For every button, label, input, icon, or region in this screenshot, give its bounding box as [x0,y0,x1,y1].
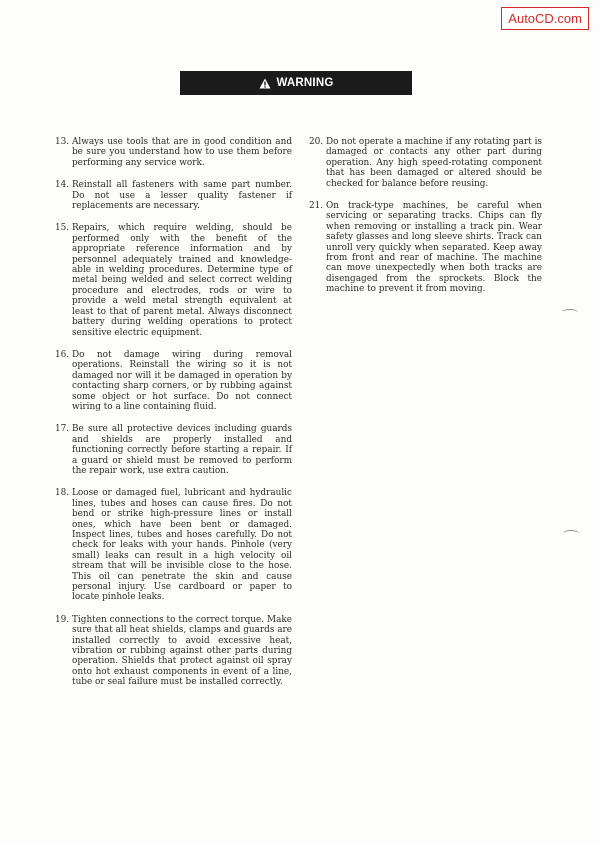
list-item [309,201,542,295]
item-text: Always use tools that are in good condition and be sure you understand how to use them before performing any service work. [72,137,292,168]
item-text: Reinstall all fasteners with same part number. Do not use a lesser quality fastener if replacements are necessary. [72,180,292,212]
warning-label: WARNING [276,77,334,89]
warning-banner [180,71,412,95]
item-number: 16. [55,349,70,360]
list-item [55,137,292,168]
item-text: Loose or damaged fuel, lubricant and hydraulic lines, tubes and hoses can cause fires. Do not bend or strike high-pressure lines or install ones, which have been bent or damaged. Inspect lines, tubes and hoses carefully. Do not check for leaks with your hands. Pinhole (very small) leaks can result in a high velocity oil stream that will be invisible close to the hose. This oil can penetrate the skin and cause personal injury. Use cardboard or paper to locate pinhole leaks. [72,488,292,603]
item-number: 21. [309,201,324,212]
list-item [55,350,292,412]
item-text: Do not damage wiring during removal operations. Reinstall the wiring so it is not damaged nor will it be damaged in operation by contacting sharp corners, or by rubbing against some object or hot surface. Do not connect wiring to a line containing fluid. [72,349,292,412]
item-number: 19. [55,614,70,625]
item-number: 14. [55,180,70,191]
list-item [309,137,542,189]
item-text: On track-type machines, be careful when servicing or separating tracks. Chips can fly when removing or installing a track pin. Wear safety glasses and long sleeve shirts. Track can unroll very quickly when separated. Keep away from front and rear of machine. The machine can move unexpectedly when both tracks are disengaged from the sprockets. Block the machine to prevent it from moving. [326,201,542,295]
right-column [309,137,542,305]
list-item [55,615,292,688]
warning-triangle-icon [259,78,271,89]
list-item [55,488,292,602]
watermark-logo: AutoCD.com [501,7,589,30]
item-number: 18. [55,488,70,499]
item-text: Tighten connections to the correct torque. Make sure that all heat shields, clamps and guards are installed correctly to avoid excessive heat, vibration or rubbing against other parts during operation. Shields that protect against oil spray onto hot exhaust components in event of a line, tube or seal failure must be installed correctly. [72,614,292,688]
list-item [55,223,292,337]
item-text: Do not operate a machine if any rotating part is damaged or contacts any other part during operation. Any high speed-rotating component that has been damaged or altered should be checked for balance before reusing. [326,137,542,189]
item-number: 17. [55,424,70,435]
item-text: Repairs, which require welding, should be performed only with the benefit of the appropriate reference information and by personnel adequately trained and knowledge-able in welding procedures. Determine type of metal being welded and select correct welding procedure and electrodes, rods or wire to provide a weld metal strength equivalent at least to that of parent metal. Always disconnect battery during welding operations to protect sensitive electric equipment. [72,223,292,338]
list-item [55,424,292,476]
item-number: 15. [55,223,70,234]
item-number: 13. [55,137,70,147]
item-text: Be sure all protective devices including guards and shields are properly installed and functioning correctly before starting a repair. If a guard or shield must be removed to perform the repair work, use extra caution. [72,424,292,476]
scan-mark [562,309,578,316]
left-column [55,137,292,698]
scan-mark [563,530,579,537]
item-number: 20. [309,137,324,147]
list-item [55,180,292,211]
